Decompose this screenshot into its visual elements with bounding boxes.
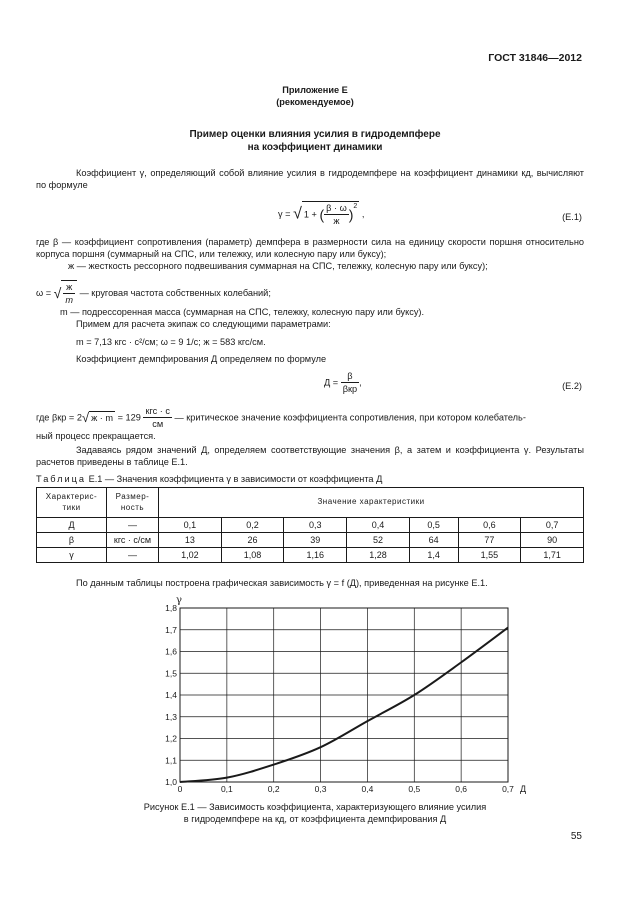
omega-denominator: m (65, 295, 73, 306)
chart-series (180, 628, 508, 782)
x-tick-label: 0,2 (267, 784, 280, 794)
y-tick-label: 1,7 (165, 624, 177, 635)
table-cell: γ (37, 548, 107, 563)
x-tick-label: 0,3 (314, 784, 327, 794)
y-tick-label: 1,5 (165, 668, 177, 679)
bkr-suffix: — критическое значение коэффициента сопротивления, при котором колебатель- (174, 412, 526, 423)
x-tick-label: 0,5 (408, 784, 421, 794)
table-cell: 39 (284, 533, 347, 548)
table-header-values: Значение характеристики (159, 488, 584, 518)
table-cell: 1,16 (284, 548, 347, 563)
table-caption (36, 473, 382, 485)
table-cell: 0,3 (284, 518, 347, 533)
x-tick-label: 0,7 (502, 784, 514, 794)
eq1-exponent: 2 (353, 203, 358, 210)
x-tick-label: 0,4 (361, 784, 374, 794)
y-tick-label: 1,2 (165, 733, 177, 744)
table-cell: 0,7 (521, 518, 584, 533)
section-title-line1: Пример оценки влияния усилия в гидродемпфере (189, 129, 441, 140)
table-cell: 1,71 (521, 548, 584, 563)
beta-critical-line: где βкр = 2√ ж · m = 129 $\frac{\text{кгс · с}}{см}$ — критическое значение коэффициента сопротивления, при котором колебатель- (36, 406, 526, 430)
table-caption-rest: Е.1 — Значения коэффициента γ в зависимости от коэффициента Д (88, 474, 383, 484)
table-cell: 0,1 (159, 518, 222, 533)
table-e1 (36, 487, 584, 563)
y-tick-label: 1,8 (165, 603, 177, 613)
equation-e1-number: (Е.1) (562, 212, 582, 222)
paragraph-gamma-intro: Коэффициент γ, определяющий собой влияние усилия в гидродемпфере на коэффициент динамики кд, вычисляют по формуле (36, 168, 584, 191)
bkr-unit-denominator: см (152, 419, 164, 430)
bkr-root: ж · m (91, 413, 114, 424)
y-tick-label: 1,3 (165, 711, 177, 722)
table-cell: 26 (221, 533, 284, 548)
y-tick-label: 1,4 (165, 690, 177, 700)
definition-m: m — подрессоренная масса (суммарная на СПС, тележку, колесную пару или буксу). (60, 307, 425, 317)
equation-e2-number: (Е.2) (562, 381, 582, 391)
bkr-eq: = 129 (117, 412, 141, 423)
eq1-one: 1 + (303, 209, 317, 220)
appendix-subtitle: (рекомендуемое) (276, 97, 354, 107)
example-intro: Примем для расчета экипаж со следующими параметрами: (76, 319, 331, 329)
table-cell: 1,08 (221, 548, 284, 563)
paragraph-damping: Коэффициент демпфирования Д определяем по формуле (76, 354, 327, 364)
paragraph-after-table: По данным таблицы построена графическая зависимость γ = f (Д), приведенная на рисунке Е.1. (76, 578, 488, 588)
eq1-lhs: γ = (278, 208, 291, 219)
table-cell: 0,6 (458, 518, 521, 533)
figure-caption-line1: Рисунок Е.1 — Зависимость коэффициента, характеризующего влияние усилия (143, 802, 487, 812)
eq1-denominator: ж (333, 216, 340, 227)
eq2-lhs: Д = (324, 377, 339, 388)
chart-grid (180, 608, 508, 782)
table-header-dimension: Размер-ность (107, 488, 159, 518)
y-tick-label: 1,0 (165, 777, 177, 787)
equation-e1: γ = √ 1 + ( $\frac{\beta \cdot \omega}{ж}$ )$^2$ , (278, 203, 365, 227)
eq1-comma: , (361, 208, 365, 219)
table-cell: 13 (159, 533, 222, 548)
paragraph-table-intro: Задаваясь рядом значений Д, определяем соответствующие значения β, а затем и коэффициента γ. Результаты расчетов приведены в таблице Е.1. (36, 445, 584, 468)
x-tick-label: 0,6 (455, 784, 468, 794)
bkr-continuation: ный процесс прекращается. (36, 431, 156, 441)
table-cell: 52 (347, 533, 410, 548)
table-cell: 1,28 (347, 548, 410, 563)
eq2-denominator: βкр (342, 384, 358, 395)
eq1-numerator: β · ω (324, 202, 349, 215)
definition-zh: ж — жесткость рессорного подвешивания суммарная на СПС, тележку, колесную пару или буксу); (68, 261, 488, 271)
eq2-comma: , (359, 377, 362, 388)
y-tick-label: 1,6 (165, 646, 177, 657)
document-standard-header: ГОСТ 31846—2012 (488, 52, 582, 64)
table-cell: — (107, 548, 159, 563)
table-cell: 77 (458, 533, 521, 548)
omega-definition: — круговая частота собственных колебаний; (79, 287, 271, 298)
table-cell: β (37, 533, 107, 548)
appendix-title: Приложение Е (282, 85, 348, 95)
y-tick-label: 1,1 (165, 755, 177, 766)
table-cell: 0,4 (347, 518, 410, 533)
eq2-numerator: β (341, 370, 359, 383)
section-title-line2: на коэффициент динамики (247, 142, 383, 153)
page-number: 55 (570, 831, 582, 842)
bkr-unit-numerator: кгс · с (143, 405, 172, 418)
figure-caption-line2: в гидродемпфере на кд, от коэффициента демпфирования Д (183, 814, 447, 824)
x-tick-label: 0,1 (220, 784, 233, 794)
table-cell: 1,02 (159, 548, 222, 563)
table-cell: 64 (409, 533, 458, 548)
table-cell: Д (37, 518, 107, 533)
series-line (180, 628, 508, 782)
table-cell: кгс · с/см (107, 533, 159, 548)
bkr-prefix: где βкр = 2 (36, 412, 82, 423)
table-cell: 0,5 (409, 518, 458, 533)
omega-numerator: ж (63, 281, 75, 294)
chart-gamma-vs-d (150, 592, 550, 802)
table-header-characteristics: Характерис-тики (37, 488, 107, 518)
example-values: m = 7,13 кгс · с²/см; ω = 9 1/с; ж = 583 кгс/см. (76, 337, 266, 347)
equation-e2 (324, 370, 362, 396)
omega-lhs: ω = (36, 287, 52, 298)
definition-beta: где β — коэффициент сопротивления (параметр) демпфера в размерности сила на единицу скорости поршня относительно корпуса поршня (суммарный на СПС, или тележку, или колесную пару или буксу); (36, 237, 584, 260)
chart-tick-labels (165, 595, 526, 794)
table-cell: 1,4 (409, 548, 458, 563)
table-row (37, 518, 584, 533)
table-cell: 0,2 (221, 518, 284, 533)
table-caption-label: Таблица (36, 474, 87, 484)
y-axis-label: γ (176, 595, 182, 606)
omega-formula: ω = √ $\frac{ж}{m}$ — круговая частота собственных колебаний; (36, 282, 271, 306)
table-cell: — (107, 518, 159, 533)
table-row (37, 548, 584, 563)
table-row (37, 533, 584, 548)
table-cell: 1,55 (458, 548, 521, 563)
x-tick-label: 0 (177, 784, 183, 794)
table-cell: 90 (521, 533, 584, 548)
x-axis-label: Д (520, 784, 527, 794)
